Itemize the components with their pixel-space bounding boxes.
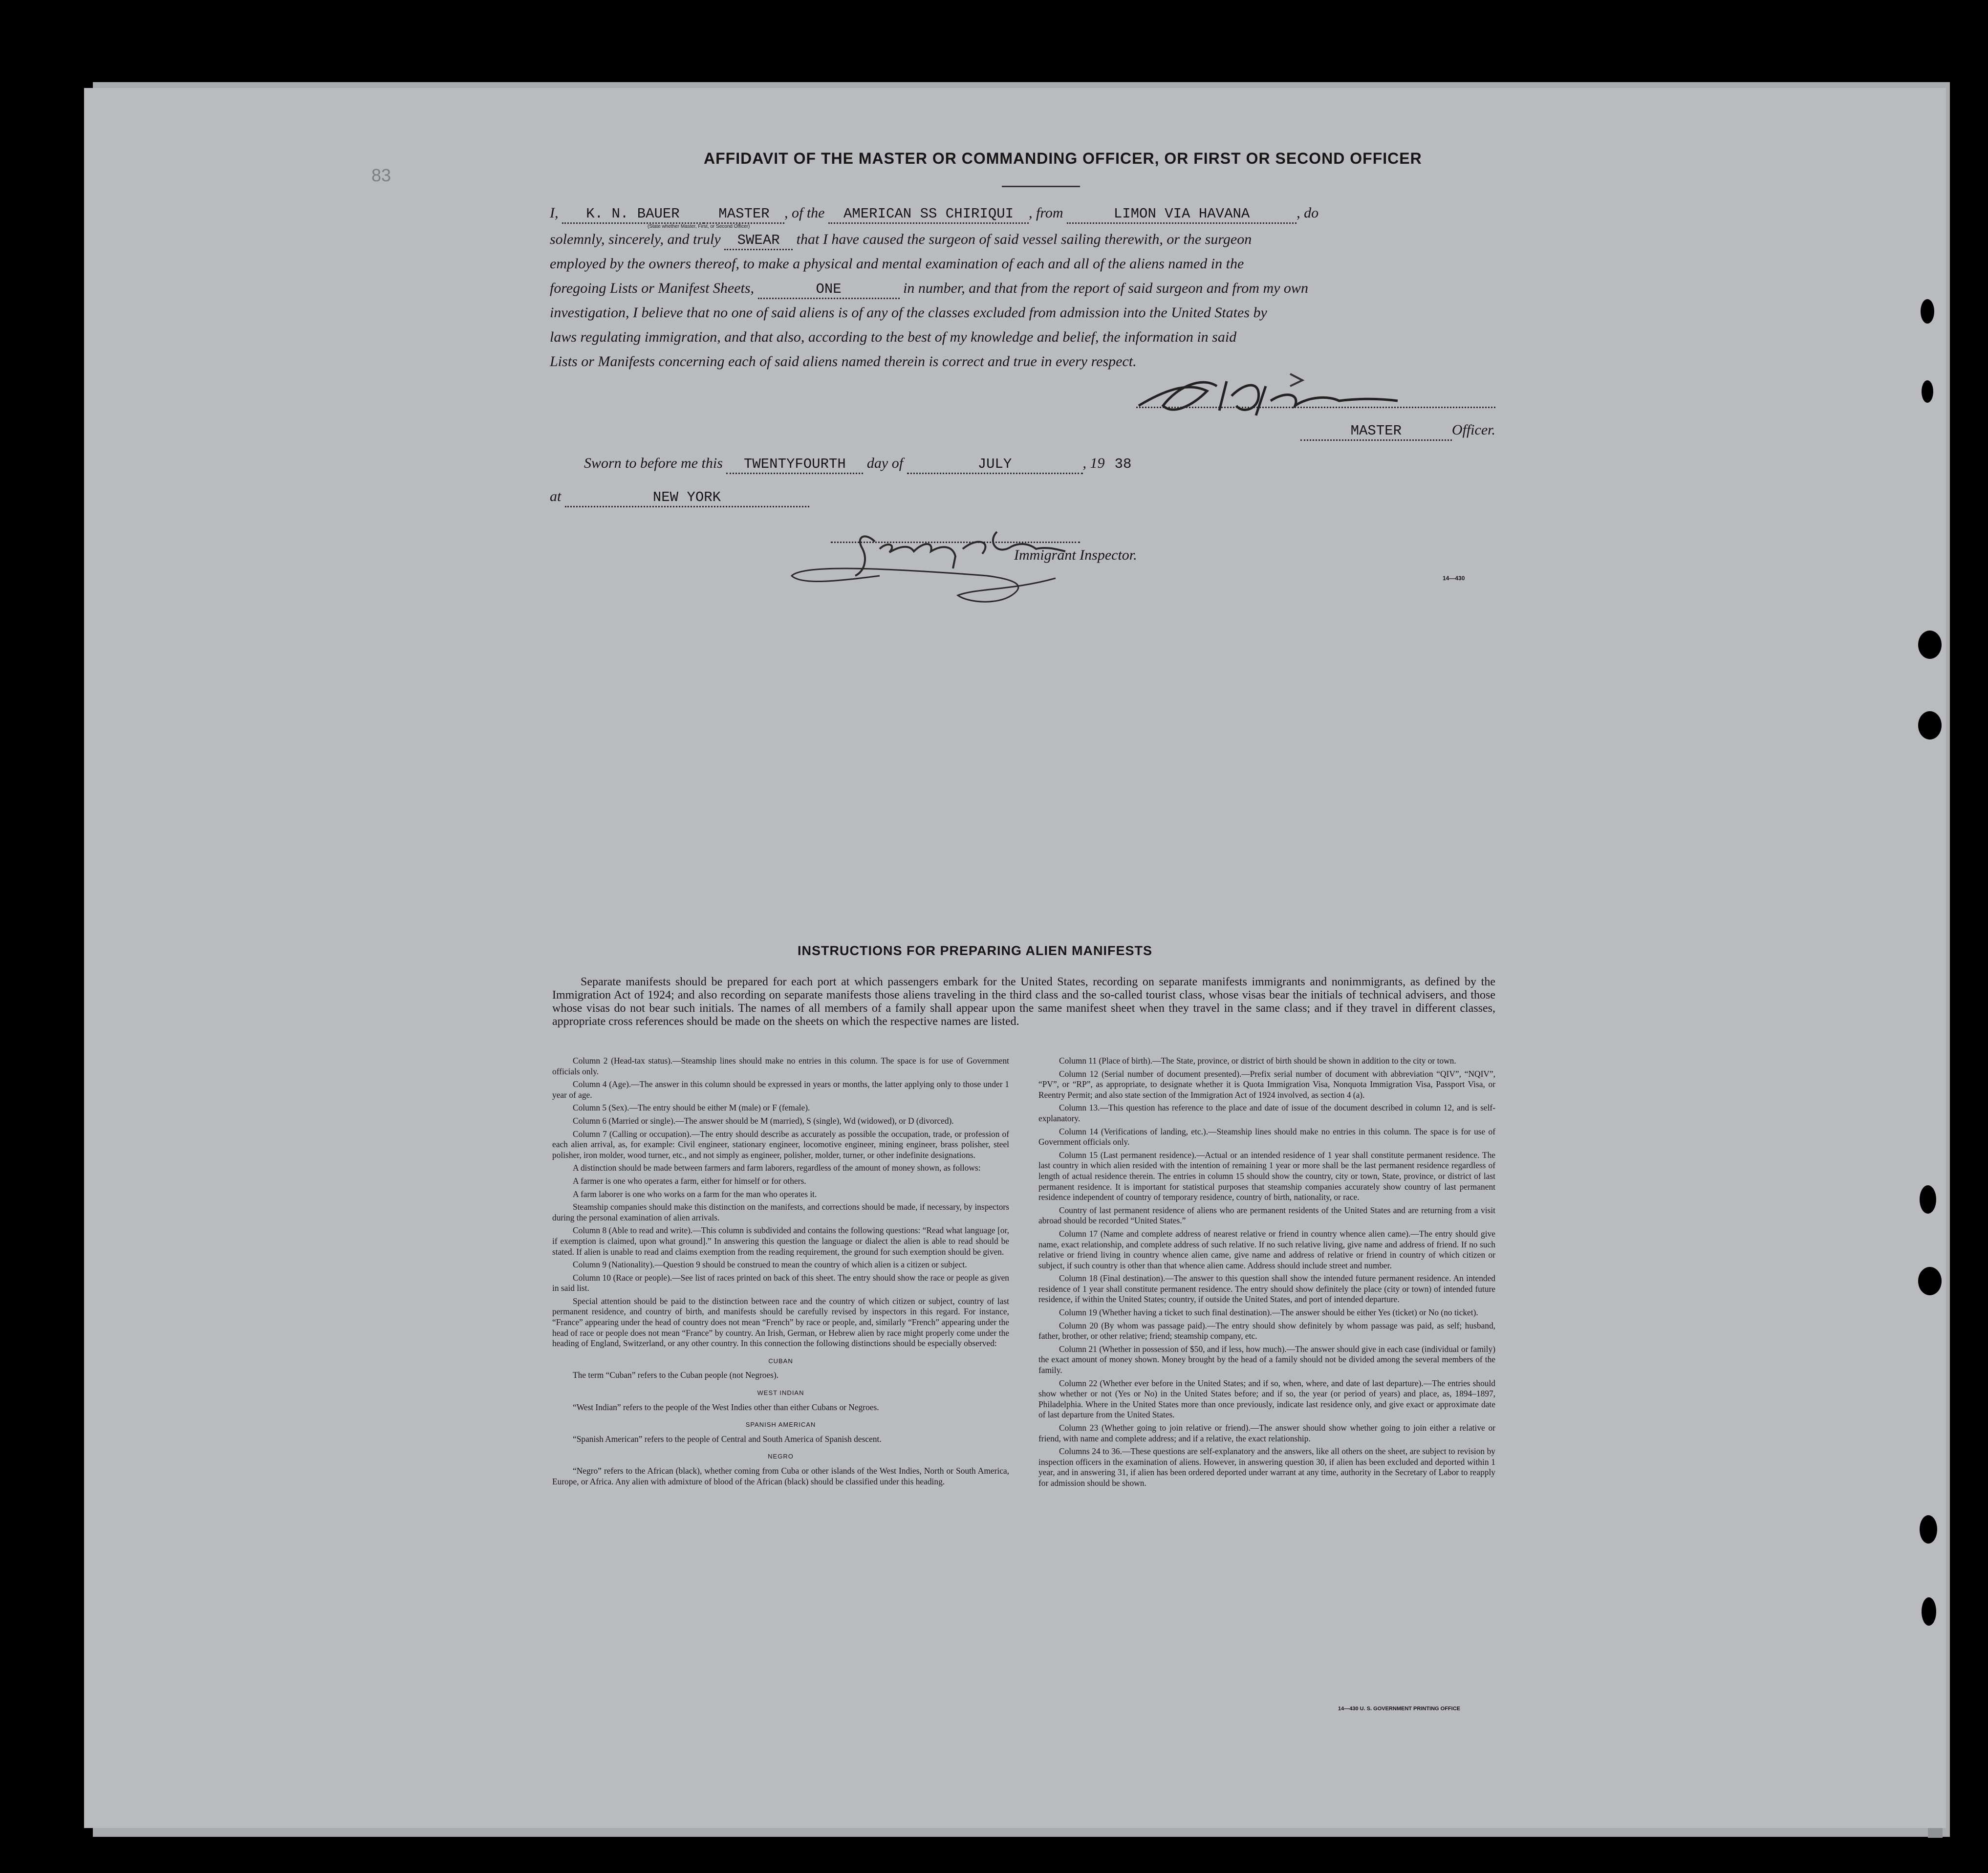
instruction-paragraph: Column 21 (Whether in possession of $50, and if less, how much).—The answer should give in each case (individual or family) the exact amount of money shown. Money brought by the head of a family should not be divided among the several members of the family. bbox=[1038, 1344, 1495, 1375]
punch-hole bbox=[1922, 380, 1933, 403]
punch-hole bbox=[1922, 1597, 1936, 1626]
instruction-paragraph: Column 22 (Whether ever before in the United States; and if so, when, where, and date of last departure).—The entries should show whether or not (Yes or No) in the United States before; and if so, the year (or period of years) and place, as, 1894–1897, Philadelphia. Where in the United States more than once previously, indicate last residence only, and give exact or approximate date of last departure from the United States. bbox=[1038, 1378, 1495, 1420]
sheet-count: ONE bbox=[758, 281, 900, 299]
instruction-paragraph: Column 10 (Race or people).—See list of races printed on back of this sheet. The entry should show the race or people as given in said list. bbox=[552, 1272, 1009, 1293]
sworn-line: Sworn to before me this TWENTYFOURTH day of JULY , 19 38 bbox=[584, 452, 1532, 475]
master-name: K. N. BAUER bbox=[562, 206, 704, 224]
master-signature bbox=[1134, 371, 1486, 425]
instruction-paragraph: Column 2 (Head-tax status).—Steamship lines should make no entries in this column. The space is for use of Government officials only. bbox=[552, 1056, 1009, 1076]
west-indian-text: “West Indian” refers to the people of the West Indies other than either Cubans or Negroes. bbox=[573, 1402, 879, 1412]
punch-hole bbox=[1918, 711, 1942, 740]
instruction-paragraph: Column 9 (Nationality).—Question 9 should be construed to mean the country of which alien is a citizen or subject. bbox=[573, 1260, 967, 1270]
punch-hole bbox=[1920, 1515, 1937, 1544]
officer-rank-signature: MASTER bbox=[1300, 423, 1452, 441]
rank-hint: (State whether Master, First, or Second Officer) bbox=[648, 224, 750, 229]
instruction-paragraph: Column 15 (Last permanent residence).—Actual or an intended residence of 1 year shall constitute permanent residence. The last country in which alien resided with the intention of remaining 1 year or more shall be the last permanent residence regardless of length of actual residence therein. The entries in column 15 should show the country, city or town, State, province, or district of last permanent residence. It is important for statistical purposes that steamship companies accurately show country of last permanent residence independent of country of temporary residence, country of birth, nationality, or race. bbox=[1038, 1150, 1495, 1202]
instruction-paragraph: A distinction should be made between farmers and farm laborers, regardless of the amount of money shown, as follows: bbox=[573, 1163, 981, 1173]
inspector-label: Immigrant Inspector. bbox=[1014, 547, 1137, 563]
heading-spanish-american: SPANISH AMERICAN bbox=[745, 1421, 816, 1429]
affidavit-line-1: I, K. N. BAUER MASTER , of the AMERICAN SS CHIRIQUI , from LIMON VIA HAVANA , do bbox=[550, 201, 1498, 225]
instructions-title: INSTRUCTIONS FOR PREPARING ALIEN MANIFESTS bbox=[798, 943, 1153, 958]
instruction-paragraph: Column 4 (Age).—The answer in this column should be expressed in years or months, the latter applying only to those under 1 year of age. bbox=[552, 1079, 1009, 1100]
instruction-paragraph: Column 23 (Whether going to join relative or friend).—The answer should show whether going to join either a relative or friend, with name and complete address; and if a relative, the exact relationship. bbox=[1038, 1423, 1495, 1443]
instruction-paragraph: Column 5 (Sex).—The entry should be either M (male) or F (female). bbox=[573, 1103, 810, 1113]
instruction-paragraph: Column 12 (Serial number of document presented).—Prefix serial number of document with abbreviation “QIV”, “NQIV”, “PV”, or “RP”, as appropriate, to designate whether it is Quota Immigration Visa, Nonquota Immigration Visa, Passport Visa, or Reentry Permit; and also state section of the Immigration Act of 1924 involved, as section 4 (a). bbox=[1038, 1068, 1495, 1100]
printer-imprint: 14—430 U. S. GOVERNMENT PRINTING OFFICE bbox=[1338, 1706, 1460, 1712]
instruction-paragraph: Column 13.—This question has reference to the place and date of issue of the document described in column 12, and is self-explanatory. bbox=[1038, 1103, 1495, 1123]
instruction-paragraph: Column 19 (Whether having a ticket to such final destination).—The answer should be either Yes (ticket) or No (no ticket). bbox=[1059, 1307, 1478, 1318]
vessel-name: AMERICAN SS CHIRIQUI bbox=[828, 206, 1029, 224]
instruction-paragraph: Column 20 (By whom was passage paid).—The entry should show definitely by whom passage was paid, as self; husband, father, brother, or other relative; friend; steamship company, etc. bbox=[1038, 1320, 1495, 1341]
sworn-place: NEW YORK bbox=[565, 489, 809, 507]
signature-rule bbox=[1136, 407, 1495, 408]
negro-text: “Negro” refers to the African (black), whether coming from Cuba or other islands of the West Indies, North or South America, Europe, or Africa. Any alien with admixture of blood of the African (black) should be classified under this heading. bbox=[552, 1466, 1009, 1486]
inspector-rule bbox=[831, 542, 1080, 543]
punch-hole bbox=[1920, 1185, 1936, 1214]
officer-rank: MASTER bbox=[704, 206, 784, 224]
instructions-right-column bbox=[1038, 1056, 1495, 1491]
heading-cuban: CUBAN bbox=[768, 1357, 793, 1365]
instruction-paragraph: A farm laborer is one who works on a farm for the man who operates it. bbox=[573, 1189, 817, 1199]
instruction-paragraph: Column 18 (Final destination).—The answer to this question shall show the intended future permanent residence. An intended residence of 1 year shall constitute permanent residence. The entry should show definitely the place (city or town) of intended future residence, if within the United States; country, if outside the United States, and port of intended departure. bbox=[1038, 1273, 1495, 1305]
sworn-month: JULY bbox=[907, 456, 1083, 474]
oath-word: SWEAR bbox=[724, 232, 793, 250]
instruction-paragraph: Column 17 (Name and complete address of nearest relative or friend in country whence alien came).—The entry should give name, exact relationship, and complete address of such relative. If no such relative living, give name and address of friend. If no such relative or friend living in country whence alien came, give name and address of relative or friend in country of which citizen or subject, if such country is other than that whence alien came. Address should include street and number. bbox=[1038, 1228, 1495, 1270]
departure-port: LIMON VIA HAVANA bbox=[1067, 206, 1297, 224]
punch-hole bbox=[1921, 299, 1934, 324]
title-rule bbox=[1002, 186, 1080, 187]
form-number: 14—430 bbox=[1443, 575, 1465, 582]
instruction-paragraph: Column 8 (Able to read and write).—This column is subdivided and contains the following questions: “Read what language [or, if exemption is claimed, upon what ground].” In answering this question the language or dialect the alien is able to read should be stated. If alien is unable to read and claims exemption from the reading requirement, the ground for such exemption should be given. bbox=[552, 1225, 1009, 1257]
heading-west-indian: WEST INDIAN bbox=[757, 1389, 804, 1397]
instruction-paragraph: Column 7 (Calling or occupation).—The entry should describe as accurately as possible the occupation, trade, or profession of each alien arrival, as, for example: Civil engineer, stationary engineer, locomotive engineer, mining engineer, brass polisher, steel polisher, iron molder, wood turner, etc., and not simply as engineer, polisher, molder, turner, or other indefinite designations. bbox=[552, 1129, 1009, 1160]
instruction-paragraph: Country of last permanent residence of aliens who are permanent residents of the United States and are returning from a visit abroad should be recorded “United States.” bbox=[1038, 1205, 1495, 1226]
sworn-year: 38 bbox=[1114, 456, 1132, 472]
instructions-left-column bbox=[552, 1056, 1009, 1487]
heading-negro: NEGRO bbox=[768, 1453, 794, 1460]
instruction-paragraph: Special attention should be paid to the distinction between race and the country of which citizen or subject, country of last permanent residence, and country of birth, and manifests should be carefully revised by inspectors in this regard. For instance, “France” appearing under the head of country does not mean “French” by race or people, and, similarly “French” appearing under the head of race or people does not mean “France” by country. An Irish, German, or Hebrew alien by race might properly come under the heading of England, Switzerland, or any other country. In this connection the following distinctions should be especially observed: bbox=[552, 1296, 1009, 1349]
instruction-paragraph: A farmer is one who operates a farm, either for himself or for others. bbox=[573, 1176, 806, 1186]
instructions-intro: Separate manifests should be prepared for each port at which passengers embark for the United States, recording on separate manifests immigrants and nonimmigrants, as defined by the Immigration Act of 1924; and also recording on separate manifests those aliens traveling in the third class and the so-called tourist class, whose visas bear the initials of technical advisers, and those whose visas do not bear such initials. The names of all members of a family shall appear upon the same manifest sheet when they travel in the same class; and if they travel in different classes, appropriate cross references should be made on the sheets on which the respective names are listed. bbox=[552, 976, 1495, 1028]
at-line: at NEW YORK bbox=[550, 485, 1498, 508]
punch-hole bbox=[1918, 1267, 1942, 1295]
instruction-paragraph: Steamship companies should make this distinction on the manifests, and corrections should be made, if necessary, by inspectors during the personal examination of alien arrivals. bbox=[552, 1202, 1009, 1222]
affidavit-line-4: foregoing Lists or Manifest Sheets, ONE in number, and that from the report of said surgeon and from my own bbox=[550, 277, 1498, 300]
instruction-paragraph: Column 14 (Verifications of landing, etc.).—Steamship lines should make no entries in this column. The space is for use of Government officials only. bbox=[1038, 1126, 1495, 1147]
affidavit-title: AFFIDAVIT OF THE MASTER OR COMMANDING OFFICER, OR FIRST OR SECOND OFFICER bbox=[704, 150, 1422, 167]
affidavit-line-6: laws regulating immigration, and that also, according to the best of my knowledge and belief, the information in said bbox=[550, 329, 1237, 345]
cuban-text: The term “Cuban” refers to the Cuban people (not Negroes). bbox=[573, 1370, 779, 1380]
officer-line: MASTER Officer. bbox=[1290, 418, 1495, 442]
affidavit-line-3: employed by the owners thereof, to make a physical and mental examination of each and all of the aliens named in the bbox=[550, 256, 1244, 272]
sworn-day: TWENTYFOURTH bbox=[726, 456, 863, 474]
margin-mark: 83 bbox=[371, 165, 391, 185]
punch-hole bbox=[1918, 631, 1942, 659]
spanish-american-text: “Spanish American” refers to the people of Central and South America of Spanish descent. bbox=[573, 1434, 882, 1444]
instruction-paragraph: Columns 24 to 36.—These questions are self-explanatory and the answers, like all others on the sheet, are subject to revision by inspection officers in the examination of aliens. However, in answering question 30, if alien has been excluded and deported within 1 year, and in answering 31, if alien has been ordered deported under warrant at any time, authority in the Secretary of Labor to reapply for admission should be shown. bbox=[1038, 1446, 1495, 1488]
affidavit-line-7: Lists or Manifests concerning each of said aliens named therein is correct and true in every respect. bbox=[550, 353, 1137, 370]
instruction-paragraph: Column 11 (Place of birth).—The State, province, or district of birth should be shown in addition to the city or town. bbox=[1059, 1056, 1456, 1066]
affidavit-line-5: investigation, I believe that no one of said aliens is of any of the classes excluded from admission into the United States by bbox=[550, 305, 1267, 321]
affidavit-line-2: solemnly, sincerely, and truly SWEAR that I have caused the surgeon of said vessel sailing therewith, or the surgeon bbox=[550, 228, 1498, 251]
instruction-paragraph: Column 6 (Married or single).—The answer should be M (married), S (single), Wd (widowed), or D (divorced). bbox=[573, 1115, 954, 1126]
